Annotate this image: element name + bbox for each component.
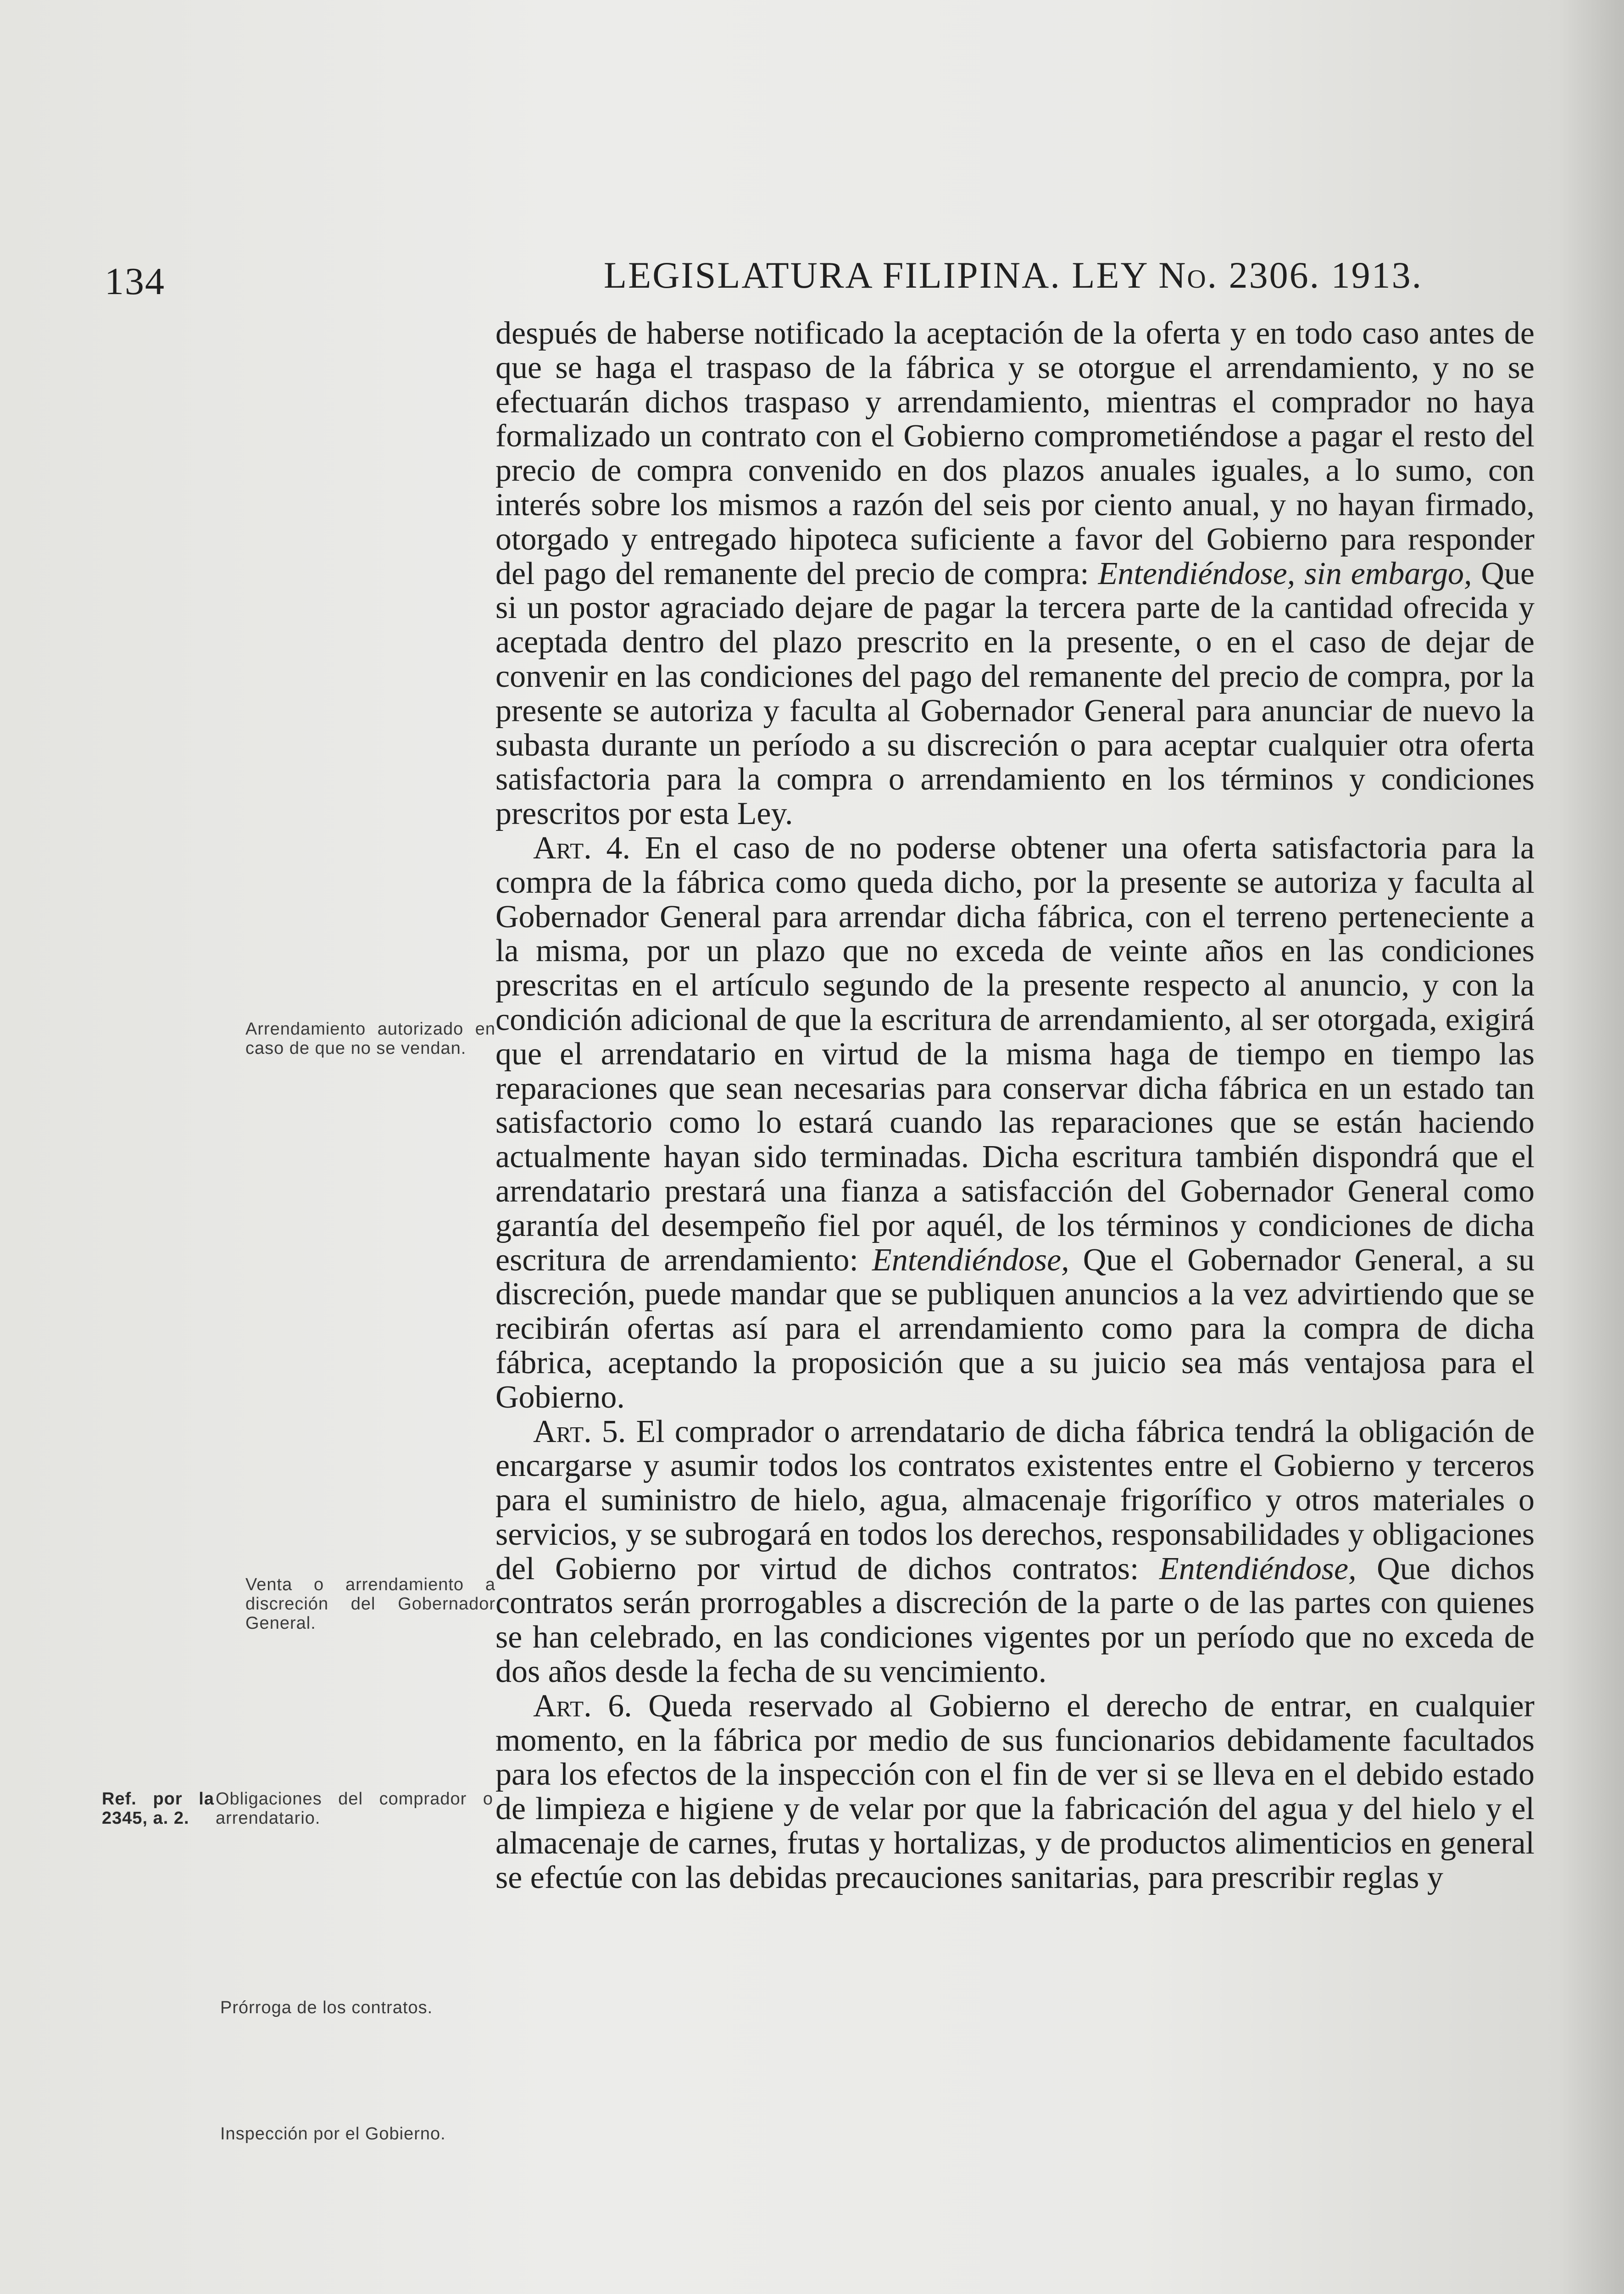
margin-note-prorroga: Prórroga de los contratos.: [220, 1998, 433, 2017]
article-4: [495, 831, 1535, 1415]
article-6: [495, 1689, 1535, 1895]
margin-notes: [0, 0, 495, 2294]
proviso-italic: Entendiéndose,: [872, 1242, 1069, 1278]
article-text: Que dichos contratos serán prorrogables a discreción de la parte o de las partes con quienes se han celebrado, en las condiciones vigentes por un período que no exceda de dos años desde la fecha de su vencimiento.: [495, 1551, 1535, 1690]
body-text: [495, 317, 1535, 1895]
margin-note-reference: Ref. por la 2345, a. 2.: [102, 1789, 214, 1828]
article-text: Que el Gobernador General, a su discreción, puede mandar que se publiquen anuncios a la vez advirtiendo que se recibirán ofertas así para el arrendamiento como para la compra de dicha fábrica, aceptando la proposición que a su juicio sea más ventajosa para el Gobierno.: [495, 1242, 1535, 1415]
article-text: Queda reservado al Gobierno el derecho de entrar, en cualquier momento, en la fábrica por medio de sus funcionarios debidamente facultados para los efectos de la inspección con el fin de ver si se lleva en el debido estado de limpieza e higiene y de velar por que la fabricación del agua y del hielo y el almacenaje de carnes, frutas y hortalizas, y de productos alimenticios en general se efectúe con las debidas precauciones sanitarias, para prescribir reglas y: [495, 1688, 1535, 1895]
margin-note-inspeccion: Inspección por el Gobierno.: [220, 2124, 446, 2144]
margin-note-arrendamiento: Arrendamiento autorizado en caso de que no se vendan.: [245, 1019, 495, 1058]
margin-note-obligaciones: Obligaciones del comprador o arrendatario.: [216, 1789, 493, 1828]
article-text: El comprador o arrendatario de dicha fábrica tendrá la obligación de encargarse y asumir todos los contratos existentes entre el Gobierno y terceros para el suministro de hielo, agua, almacenaje frigorífico y otros materiales o servicios, y se subrogará en todos los derechos, responsabilidades y obligaciones del Gobierno por virtud de dichos contratos:: [495, 1414, 1535, 1587]
article-label: Art. 6.: [533, 1688, 632, 1724]
page-number: 134: [105, 260, 165, 303]
paragraph-text: Que si un postor agraciado dejare de pagar la tercera parte de la cantidad ofrecida y aceptada dentro del plazo prescrito en la presente, o en el caso de dejar de convenir en las condiciones del pago del remanente del precio de compra, por la presente se autoriza y faculta al Gobernador General para anunciar de nuevo la subasta durante un período a su discreción o para aceptar cualquier otra oferta satisfactoria para la compra o arrendamiento en los términos y condiciones prescritos por esta Ley.: [495, 556, 1535, 832]
paragraph-text: después de haberse notificado la aceptación de la oferta y en todo caso antes de que se haga el traspaso de la fábrica y se otorgue el arrendamiento, y no se efectuarán dichos traspaso y arrendamiento, mientras el comprador no haya formalizado un contrato con el Gobierno comprometiéndose a pagar el resto del precio de compra convenido en dos plazos anuales iguales, a lo sumo, con interés sobre los mismos a razón del seis por ciento anual, y no hayan firmado, otorgado y entregado hipoteca suficiente a favor del Gobierno para responder del pago del remanente del precio de compra:: [495, 316, 1535, 591]
proviso-italic: Entendiéndose,: [1159, 1551, 1357, 1587]
running-head: LEGISLATURA FILIPINA. LEY No. 2306. 1913.: [604, 254, 1423, 296]
article-label: Art. 5.: [533, 1414, 626, 1449]
article-label: Art. 4.: [533, 830, 630, 866]
margin-note-venta: Venta o arrendamiento a discreción del Gobernador General.: [245, 1575, 495, 1633]
article-5: [495, 1415, 1535, 1689]
proviso-italic: Entendiéndose, sin embargo,: [1098, 556, 1472, 591]
paragraph-continuation: [495, 317, 1535, 831]
article-text: En el caso de no poderse obtener una oferta satisfactoria para la compra de la fábrica como queda dicho, por la presente se autoriza y faculta al Gobernador General para arrendar dicha fábrica, con el terreno perteneciente a la misma, por un plazo que no exceda de veinte años en las condiciones prescritas en el artículo segundo de la presente respecto al anuncio, y con la condición adicional de que la escritura de arrendamiento, al ser otorgada, exigirá que el arrendatario en virtud de la misma haga de tiempo en tiempo las reparaciones que sean necesarias para conservar dicha fábrica en un estado tan satisfactorio como lo estará cuando las reparaciones que se están haciendo actualmente hayan sido terminadas. Dicha escritura también dispondrá que el arrendatario prestará una fianza a satisfacción del Gobernador General como garantía del desempeño fiel por aquél, de los términos y condiciones de dicha escritura de arrendamiento:: [495, 830, 1535, 1278]
